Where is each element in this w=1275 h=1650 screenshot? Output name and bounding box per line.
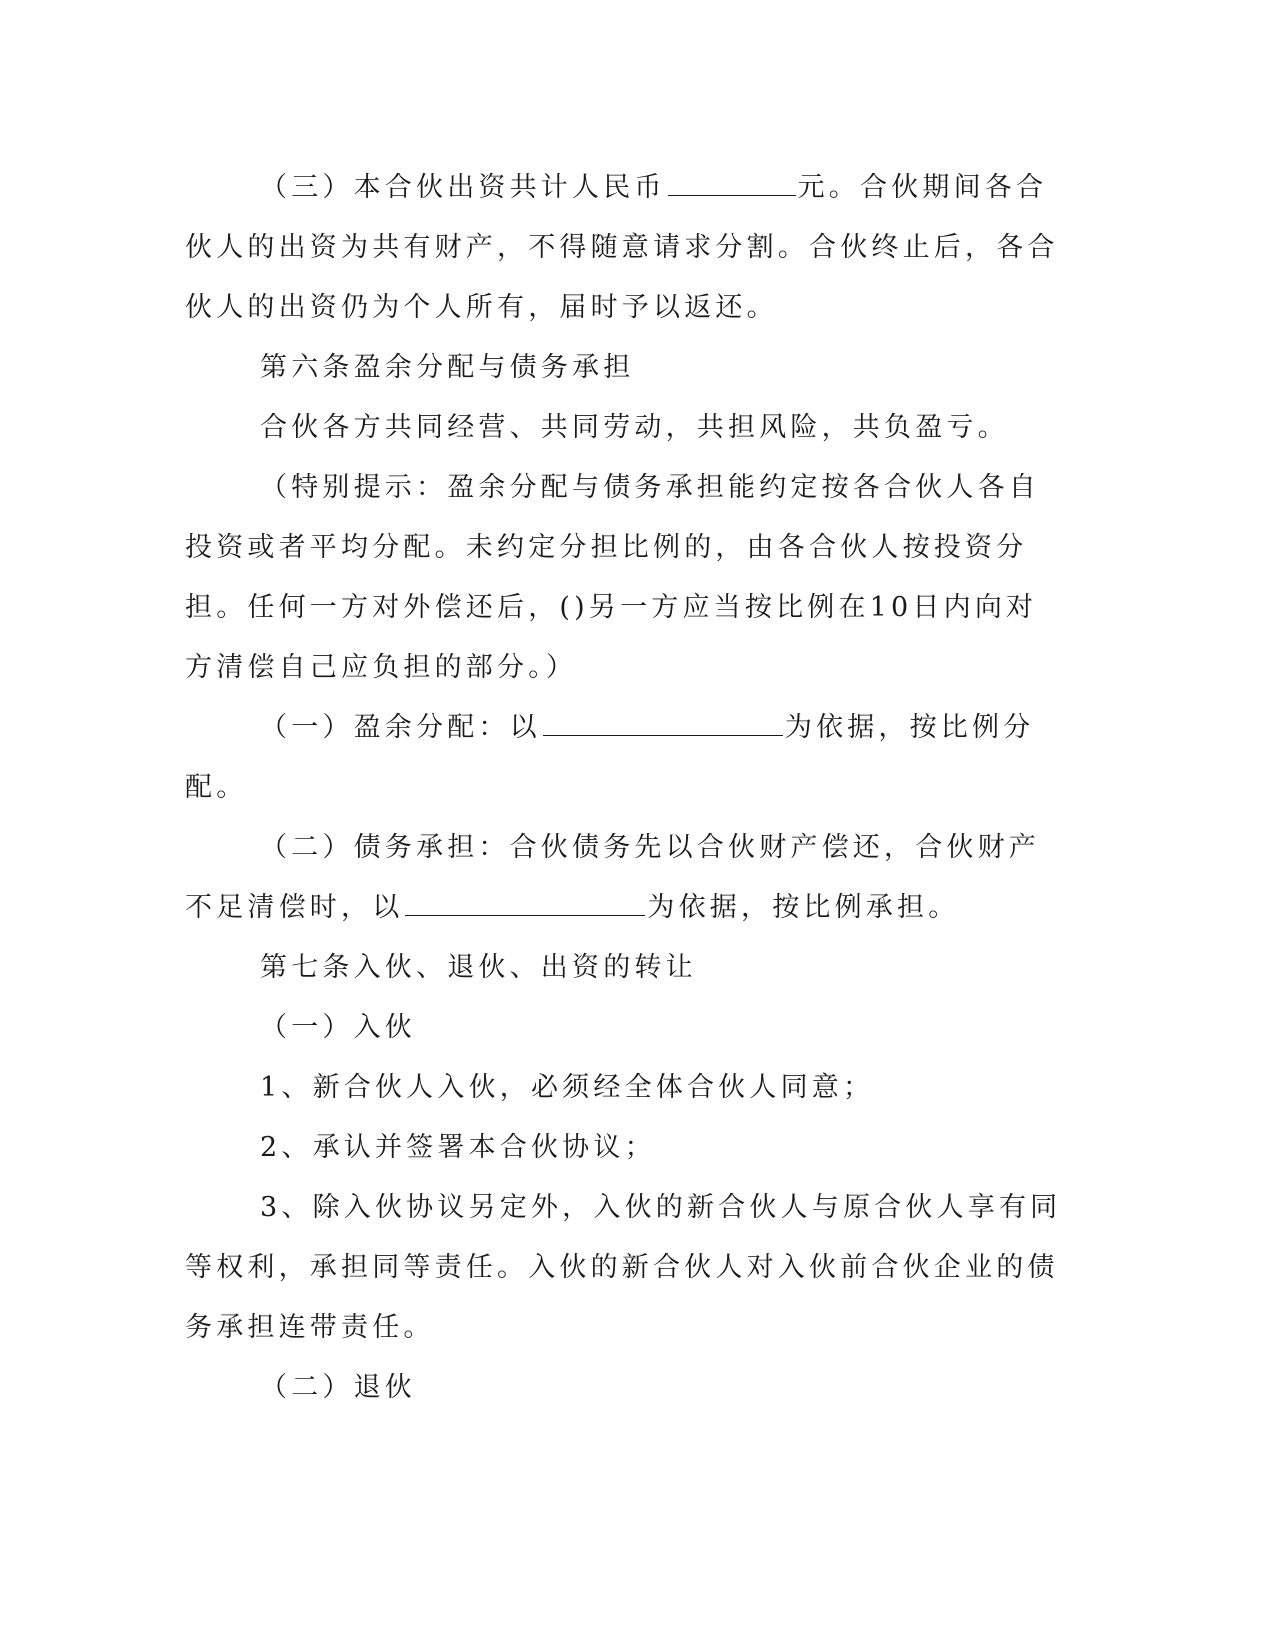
- paragraph-text: 为依据，按比例分配。: [185, 712, 1035, 803]
- admission-item-3: 3、除入伙协议另定外，入伙的新合伙人与原合伙人享有同等权利，承担同等责任。入伙的新合伙人对入伙前合伙企业的债务承担连带责任。: [185, 1192, 1062, 1343]
- section-withdrawal-heading: （二）退伙: [260, 1372, 416, 1403]
- paragraph-text: 为依据，按比例承担。: [647, 892, 960, 923]
- paragraph-text: （一）盈余分配：以: [260, 712, 541, 743]
- paragraph-text: （三）本合伙出资共计人民币: [260, 172, 666, 203]
- article-seven-heading: 第七条入伙、退伙、出资的转让: [260, 952, 697, 983]
- paragraph-capital-contribution: [185, 158, 1065, 338]
- admission-item-1: 1、新合伙人入伙，必须经全体合伙人同意；: [260, 1072, 875, 1103]
- paragraph-text: （二）债务承担：合伙债务先以合伙财产偿还，合伙财产不足清偿时，以: [185, 832, 1040, 923]
- article-six-heading: 第六条盈余分配与债务承担: [260, 352, 635, 383]
- profit-basis-blank-field: [543, 713, 783, 736]
- debt-basis-blank-field: [405, 893, 645, 916]
- admission-item-2: 2、承认并签署本合伙协议；: [260, 1132, 656, 1163]
- document-body: [185, 158, 1065, 1418]
- paragraph-joint-operation: 合伙各方共同经营、共同劳动，共担风险，共负盈亏。: [260, 412, 1009, 443]
- paragraph-special-note: （特别提示：盈余分配与债务承担能约定按各合伙人各自投资或者平均分配。未约定分担比例的，由各合伙人按投资分担。任何一方对外偿还后，()另一方应当按比例在10日内向对方清偿自己应负担的部分。）: [185, 472, 1040, 683]
- paragraph-profit-distribution: [185, 698, 1065, 818]
- section-admission-heading: （一）入伙: [260, 1012, 416, 1043]
- paragraph-debt-bearing: [185, 818, 1065, 938]
- amount-blank-field: [668, 173, 796, 196]
- paragraph-text: 元。合伙期间各合伙人的出资为共有财产，不得随意请求分割。合伙终止后，各合伙人的出资仍为个人所有，届时予以返还。: [185, 172, 1059, 323]
